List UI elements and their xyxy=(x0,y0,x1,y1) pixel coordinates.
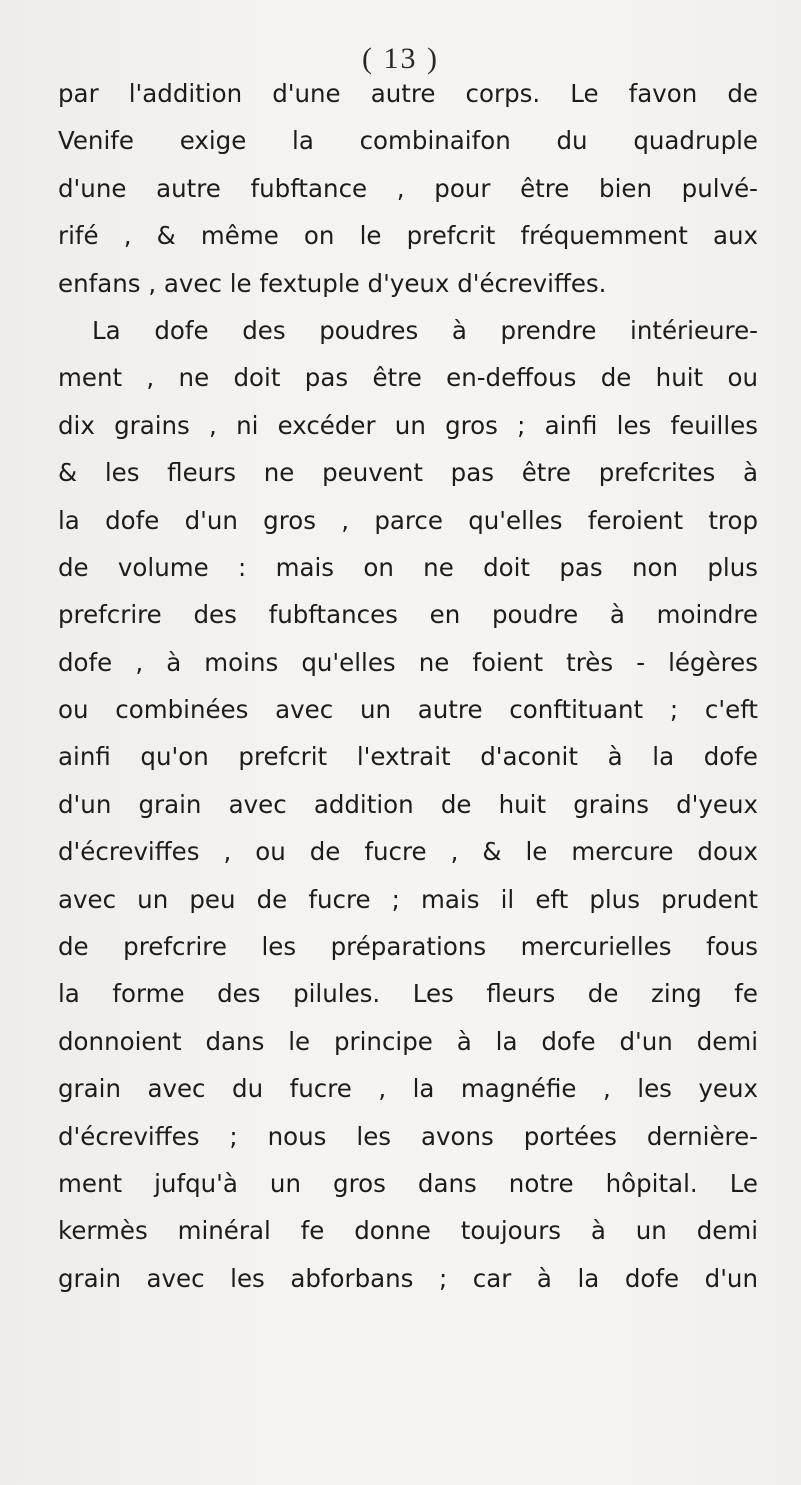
text-line: grain avec les abforbans ; car à la dofe d'un xyxy=(58,1263,758,1293)
text-line: d'un grain avec addition de huit grains d'yeux xyxy=(58,789,758,819)
text-line: avec un peu de fucre ; mais il eft plus prudent xyxy=(58,884,758,914)
text-line: dofe , à moins qu'elles ne foient très - légères xyxy=(58,647,758,677)
text-line: enfans , avec le fextuple d'yeux d'écreviffes. xyxy=(58,268,607,298)
text-line: & les fleurs ne peuvent pas être prefcrites à xyxy=(58,458,758,488)
text-line: grain avec du fucre , la magnéfie , les yeux xyxy=(58,1074,758,1104)
text-line: prefcrire des fubftances en poudre à moindre xyxy=(58,600,758,630)
text-line: d'écreviffes ; nous les avons portées dernière- xyxy=(58,1121,758,1151)
paragraph-start-line: La dofe des poudres à prendre intérieure- xyxy=(92,315,758,345)
text-line: la dofe d'un gros , parce qu'elles feroient trop xyxy=(58,505,758,535)
text-line: de prefcrire les préparations mercurielles fous xyxy=(58,932,758,962)
text-line: la forme des pilules. Les fleurs de zing fe xyxy=(58,979,758,1009)
text-line: rifé , & même on le prefcrit fréquemment aux xyxy=(58,221,758,251)
text-line: ment jufqu'à un gros dans notre hôpital. Le xyxy=(58,1168,758,1198)
page-number: ( 13 ) xyxy=(362,42,439,75)
text-line: ou combinées avec un autre conftituant ; c'eft xyxy=(58,695,758,725)
text-line: d'une autre fubftance , pour être bien pulvé- xyxy=(58,173,758,203)
text-line: ainfi qu'on prefcrit l'extrait d'aconit à la dofe xyxy=(58,742,758,772)
text-line: d'écreviffes , ou de fucre , & le mercure doux xyxy=(58,837,758,867)
text-line: Venife exige la combinaifon du quadruple xyxy=(58,126,758,156)
text-line: dix grains , ni excéder un gros ; ainfi les feuilles xyxy=(58,410,758,440)
text-line: par l'addition d'une autre corps. Le favon de xyxy=(58,79,758,108)
text-line: kermès minéral fe donne toujours à un demi xyxy=(58,1216,758,1246)
text-line: de volume : mais on ne doit pas non plus xyxy=(58,552,758,582)
text-line: donnoient dans le principe à la dofe d'un demi xyxy=(58,1026,758,1056)
text-line: ment , ne doit pas être en-deffous de huit ou xyxy=(58,363,758,393)
body-text xyxy=(58,70,758,1302)
